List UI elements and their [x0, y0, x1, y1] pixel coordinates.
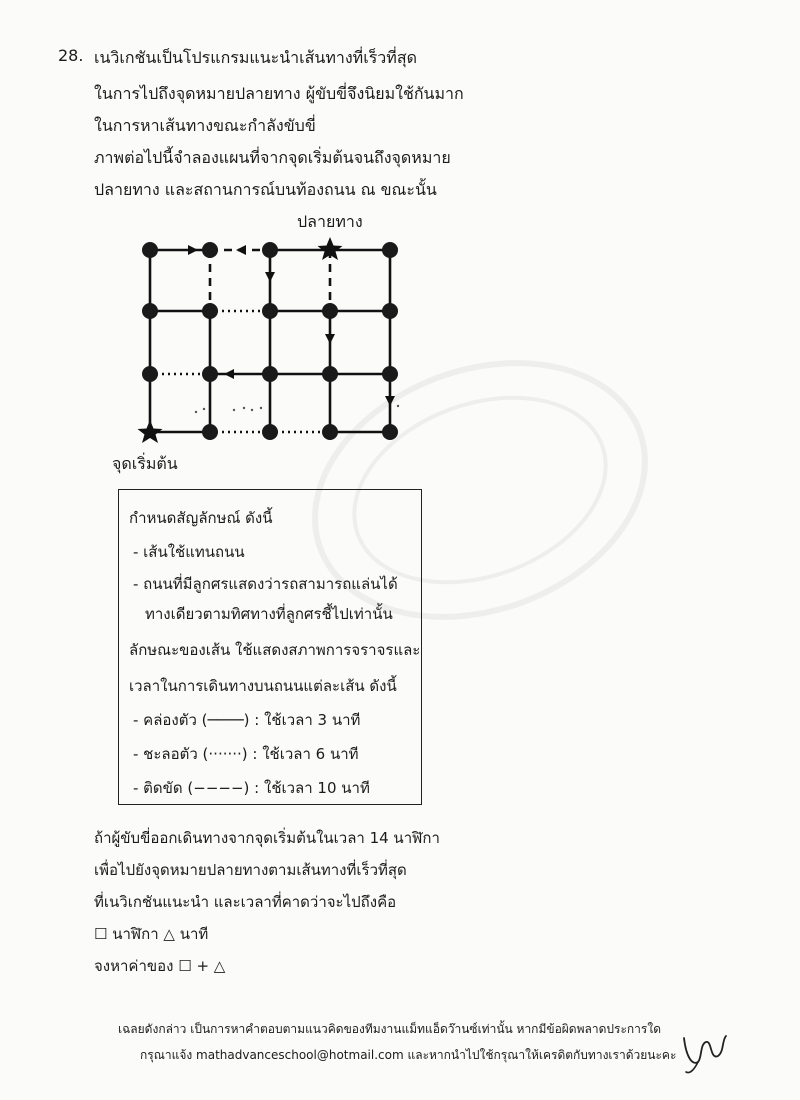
one-way-arrow-west — [236, 245, 246, 255]
question-line-1: เนวิเกชันเป็นโปรแกรมแนะนำเส้นทางที่เร็วที่สุด — [94, 48, 417, 67]
body-line-4: ☐ นาฬิกา △ นาที — [94, 925, 209, 943]
footer-line-1: เฉลยดังกล่าว เป็นการหาคำตอบตามแนวคิดของทีมงานแม็ทแอ็ดว๊านซ์เท่านั้น หากมีข้อผิดพลาดประการใด — [118, 1022, 661, 1036]
question-line-5: ปลายทาง และสถานการณ์บนท้องถนน ณ ขณะนั้น — [94, 180, 437, 199]
one-way-arrow-west — [224, 369, 234, 379]
intersection-node — [382, 242, 398, 258]
one-way-arrow-south — [325, 334, 335, 344]
legend-item-arrow-cont: ทางเดียวตามทิศทางที่ลูกศรชี้ไปเท่านั้น — [145, 605, 393, 623]
legend-item-road: - เส้นใช้แทนถนน — [133, 543, 245, 561]
question-number: 28. — [58, 46, 84, 65]
intersection-node — [382, 366, 398, 382]
intersection-node — [202, 424, 218, 440]
intersection-node — [262, 424, 278, 440]
question-line-2: ในการไปถึงจุดหมายปลายทาง ผู้ขับขี่จึงนิยมใช้กันมาก — [94, 84, 464, 103]
intersection-node — [322, 303, 338, 319]
intersection-node — [142, 303, 158, 319]
legend-title: กำหนดสัญลักษณ์ ดังนี้ — [129, 509, 273, 527]
intersection-node — [262, 242, 278, 258]
body-line-1: ถ้าผู้ขับขี่ออกเดินทางจากจุดเริ่มต้นในเวลา 14 นาฬิกา — [94, 829, 440, 847]
legend-item-arrow: - ถนนที่มีลูกศรแสดงว่ารถสามารถแล่นได้ — [133, 575, 398, 593]
intersection-node — [262, 366, 278, 382]
one-way-arrow-south — [265, 272, 275, 282]
intersection-node — [142, 366, 158, 382]
body-line-5: จงหาค่าของ ☐ + △ — [94, 957, 226, 975]
legend-jam: - ติดขัด (−−−−) : ใช้เวลา 10 นาที — [133, 779, 370, 797]
handwritten-signature — [676, 1026, 732, 1078]
question-line-4: ภาพต่อไปนี้จำลองแผนที่จากจุดเริ่มต้นจนถึงจุดหมาย — [94, 148, 451, 167]
intersection-node — [382, 303, 398, 319]
legend-smooth: - คล่องตัว (────) : ใช้เวลา 3 นาที — [133, 711, 361, 729]
intersection-node — [382, 424, 398, 440]
body-line-3: ที่เนวิเกชันแนะนำ และเวลาที่คาดว่าจะไปถึงคือ — [94, 893, 397, 911]
intersection-node — [202, 242, 218, 258]
body-line-2: เพื่อไปยังจุดหมายปลายทางตามเส้นทางที่เร็วที่สุด — [94, 861, 407, 879]
intersection-node — [262, 303, 278, 319]
road-map — [100, 200, 420, 450]
footer-line-2: กรุณาแจ้ง mathadvanceschool@hotmail.com และหากนำไปใช้กรุณาให้เครดิตกับทางเราด้วยนะคะ — [140, 1048, 677, 1062]
legend-line-style-2: เวลาในการเดินทางบนถนนแต่ละเส้น ดังนี้ — [129, 677, 397, 695]
destination-label: ปลายทาง — [297, 212, 363, 231]
start-star-icon — [138, 420, 163, 443]
one-way-arrow-east — [188, 245, 198, 255]
intersection-node — [202, 366, 218, 382]
intersection-node — [202, 303, 218, 319]
intersection-node — [322, 424, 338, 440]
start-label: จุดเริ่มต้น — [112, 454, 178, 473]
question-line-3: ในการหาเส้นทางขณะกำลังขับขี่ — [94, 116, 316, 135]
legend-slow: - ชะลอตัว (·······) : ใช้เวลา 6 นาที — [133, 745, 359, 763]
intersection-node — [142, 242, 158, 258]
legend-line-style-1: ลักษณะของเส้น ใช้แสดงสภาพการจราจรและ — [129, 641, 421, 659]
legend-box — [118, 489, 422, 805]
one-way-arrow-south — [385, 396, 395, 406]
intersection-node — [322, 366, 338, 382]
